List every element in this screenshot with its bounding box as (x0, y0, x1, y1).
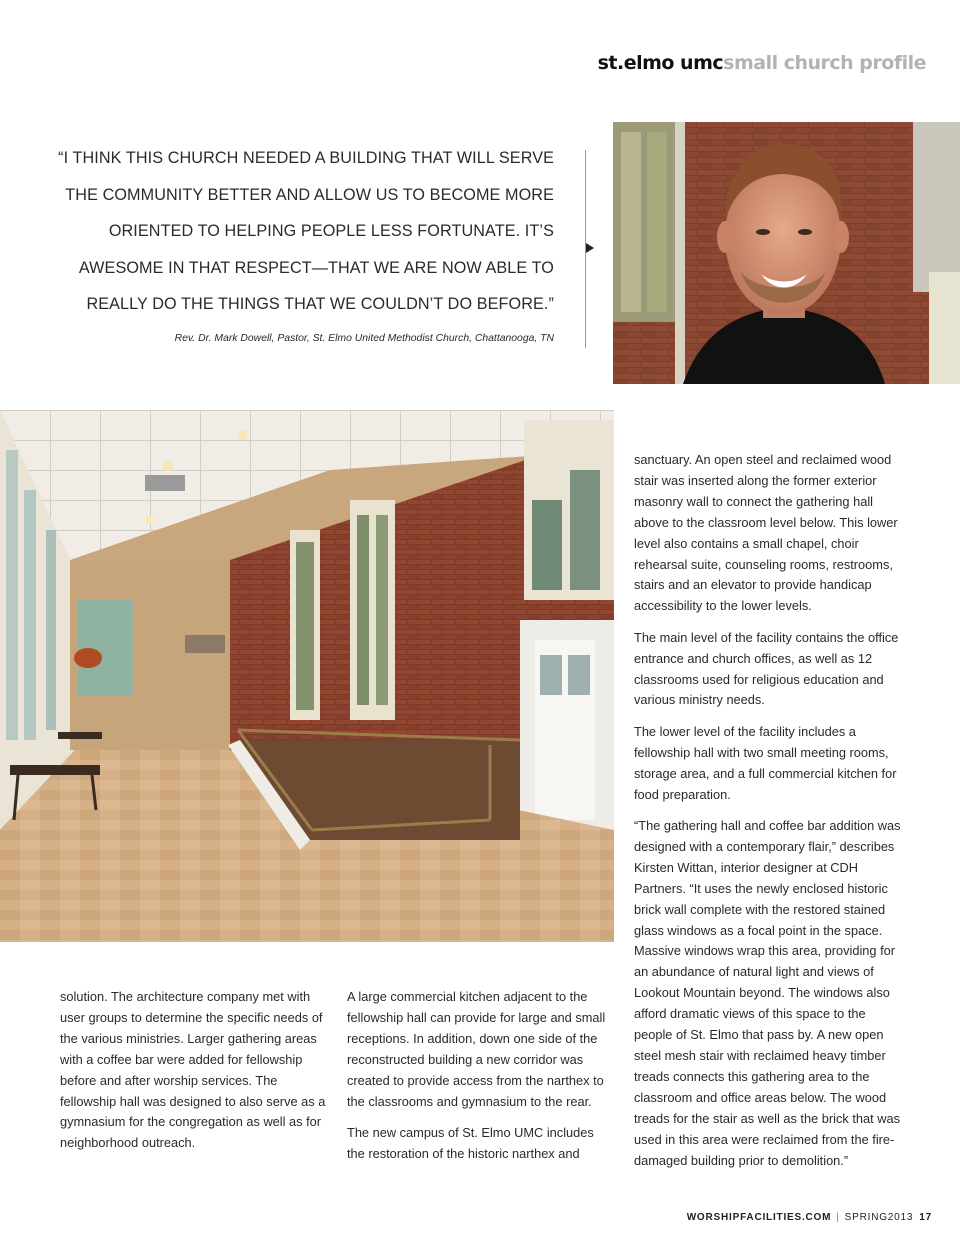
footer-website: WORSHIPFACILITIES.COM (686, 1212, 832, 1223)
paragraph: sanctuary. An open steel and reclaimed wood stair was inserted along the former exterior masonry wall to connect the gathering hall above to the classroom level below. This lower level also contains a small chapel, choir rehearsal suite, counseling rooms, restrooms, stairs and an elevator to provide handicap accessibility to the lower levels. (634, 452, 898, 614)
paragraph: A large commercial kitchen adjacent to the fellowship hall can provide for large and small receptions. In addition, down one side of the reconstructed building a new corridor was created to provide access from the narthex to the classrooms and gymnasium to the rear. (347, 989, 606, 1109)
header-section-title: small church profile (723, 52, 926, 74)
pull-quote: “I THINK THIS CHURCH NEEDED A BUILDING THAT WILL SERVE THE COMMUNITY BETTER AND ALLOW US TO BECOME MORE ORIENTED TO HELPING PEOPLE LESS FORTUNATE. IT’S AWESOME IN THAT RESPECT—THAT WE ARE NOW ABLE TO REALLY DO THE THINGS THAT WE COULDN’T DO BEFORE.” (58, 149, 554, 314)
page-number: 17 (919, 1212, 932, 1223)
body-column-1 (60, 987, 328, 1165)
pastor-portrait-photo (613, 122, 960, 384)
section-header (598, 52, 926, 74)
body-column-3 (634, 450, 904, 1182)
paragraph: The new campus of St. Elmo UMC includes the restoration of the historic narthex and (347, 1124, 594, 1161)
paragraph: “The gathering hall and coffee bar addition was designed with a contemporary flair,” describes Kirsten Wittan, interior designer at CDH Partners. “It uses the newly enclosed historic brick wall complete with the restored stained glass windows as a focal point in the space. Massive windows wrap this area, providing for an abundance of natural light and views of Lookout Mountain beyond. The windows also afford dramatic views of this space to the people of St. Elmo that pass by. A new open steel mesh stair with reclaimed heavy timber treads connects this gathering area to the classroom and office areas below. The wood treads for the stair as well as the brick that was used in this area were reclaimed from the fire-damaged building prior to demolition.” (634, 818, 901, 1168)
paragraph: The main level of the facility contains the office entrance and church offices, as well as 12 classrooms used for religious education and various ministry needs. (634, 629, 899, 708)
body-column-2 (347, 987, 613, 1175)
quote-attribution: Rev. Dr. Mark Dowell, Pastor, St. Elmo United Methodist Church, Chattanooga, TN (174, 333, 554, 344)
footer-issue: SPRING2013 (844, 1212, 914, 1223)
arrow-right-icon (586, 243, 594, 253)
page-footer (687, 1212, 932, 1223)
interior-gathering-hall-photo (0, 410, 614, 942)
paragraph: solution. The architecture company met with user groups to determine the specific needs of the various ministries. Larger gathering areas with a coffee bar were added for fellowship before and after worship services. The fellowship hall was designed to also serve as a gymnasium for the congregation as well as for neighborhood outreach. (60, 989, 326, 1151)
footer-separator: | (836, 1212, 840, 1223)
header-church-name: st.elmo umc (597, 52, 724, 74)
paragraph: The lower level of the facility includes a fellowship hall with two small meeting rooms, storage area, and a full commercial kitchen for food preparation. (634, 723, 897, 802)
